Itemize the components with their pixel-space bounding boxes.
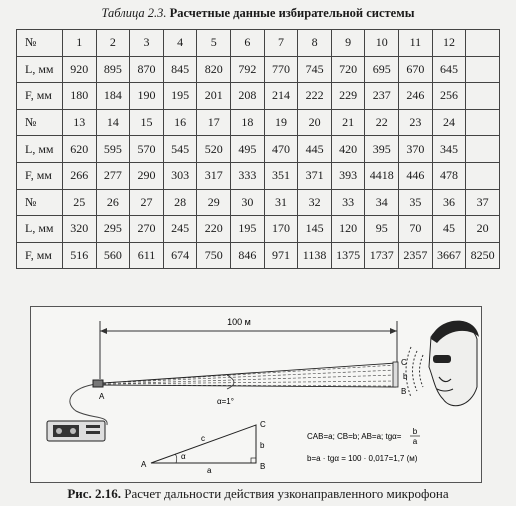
table-cell: 270 [130,216,164,243]
table-cell: 8 [298,30,332,57]
table-row [17,109,500,136]
point-c-label: C [401,358,407,367]
triangle-alpha: α [181,452,186,461]
microphone-icon [93,380,103,387]
table-cell: 290 [130,162,164,189]
recorder-icon [47,421,105,441]
table-cell: 595 [96,136,130,163]
table-cell: 195 [163,83,197,110]
table-cell: 70 [399,216,433,243]
table-cell: 720 [331,56,365,83]
table-cell: 2357 [399,242,433,269]
table-cell: 256 [432,83,466,110]
table-cell: 5 [197,30,231,57]
table-cell [466,30,500,57]
table-cell: 870 [130,56,164,83]
table-cell: 170 [264,216,298,243]
distance-label: 100 м [227,317,251,327]
triangle-a-vertex: A [141,460,147,469]
table-cell [466,83,500,110]
table-row [17,242,500,269]
table-cell: 420 [331,136,365,163]
table-cell: 45 [432,216,466,243]
table-cell: 295 [96,216,130,243]
table-cell: 920 [63,56,97,83]
table-cell: 317 [197,162,231,189]
row-header-cell: F, мм [17,242,63,269]
row-header-cell: L, мм [17,56,63,83]
table-cell: 478 [432,162,466,189]
row-header-cell: L, мм [17,216,63,243]
table-row [17,189,500,216]
table-cell: 2 [96,30,130,57]
beam-upper-edge [103,363,396,383]
table-cell: 303 [163,162,197,189]
row-header-cell: № [17,189,63,216]
table-cell: 611 [130,242,164,269]
distance-arrow-left [100,328,107,334]
table-cell: 195 [231,216,265,243]
row-header-cell: № [17,30,63,57]
table-cell: 371 [298,162,332,189]
table-cell: 35 [399,189,433,216]
table-cell: 17 [197,109,231,136]
table-cell: 20 [298,109,332,136]
table-cell: 545 [163,136,197,163]
microphone-range-diagram [31,307,481,482]
triangle-c-vertex: C [260,420,266,429]
table-cell: 214 [264,83,298,110]
table-cell: 12 [432,30,466,57]
distance-arrow-right [390,328,397,334]
table-cell: 32 [298,189,332,216]
table-cell [466,136,500,163]
formula-line-1: CAB=a; CB=b; AB=a; tgα= [307,432,402,441]
table-cell: 229 [331,83,365,110]
table-cell: 10 [365,30,399,57]
formula-line-2: b=a · tgα = 100 · 0,017=1,7 (м) [307,454,418,463]
table-number: Таблица 2.3. [101,6,167,20]
table-cell: 845 [163,56,197,83]
person-head-icon [429,321,479,406]
triangle-b-vertex: B [260,462,266,471]
table-cell: 208 [231,83,265,110]
table-cell: 27 [130,189,164,216]
table-cell: 320 [63,216,97,243]
table-cell: 31 [264,189,298,216]
table-cell: 333 [231,162,265,189]
table-cell [466,162,500,189]
table-cell: 3 [130,30,164,57]
table-cell: 895 [96,56,130,83]
table-cell: 34 [365,189,399,216]
table-cell: 222 [298,83,332,110]
table-cell: 370 [399,136,433,163]
table-cell: 1375 [331,242,365,269]
table-cell: 36 [432,189,466,216]
table-cell: 470 [264,136,298,163]
figure-number: Рис. 2.16. [67,486,122,501]
table-cell: 620 [63,136,97,163]
table-cell: 971 [264,242,298,269]
table-cell: 18 [231,109,265,136]
table-row [17,30,500,57]
row-header-cell: L, мм [17,136,63,163]
table-caption: Расчетные данные избирательной системы [169,6,415,20]
point-b-label: B [401,387,407,396]
table-cell: 520 [197,136,231,163]
table-cell [466,109,500,136]
table-cell: 15 [130,109,164,136]
table-cell: 670 [399,56,433,83]
table-cell: 345 [432,136,466,163]
table-cell: 95 [365,216,399,243]
table-cell: 4418 [365,162,399,189]
table-cell: 570 [130,136,164,163]
table-cell: 7 [264,30,298,57]
figure-caption-text: Расчет дальности действия узконаправленного микрофона [124,486,449,501]
table-row [17,136,500,163]
table-cell: 201 [197,83,231,110]
table-cell: 3667 [432,242,466,269]
row-header-cell: F, мм [17,83,63,110]
table-row [17,83,500,110]
triangle-side-a: a [207,466,212,475]
table-cell: 750 [197,242,231,269]
table-cell: 1 [63,30,97,57]
table-cell: 22 [365,109,399,136]
target-plane [393,362,398,387]
table-cell: 245 [163,216,197,243]
table-cell: 645 [432,56,466,83]
table-cell: 28 [163,189,197,216]
data-table [16,29,500,269]
table-cell: 445 [298,136,332,163]
table-cell: 6 [231,30,265,57]
table-cell: 846 [231,242,265,269]
table-cell: 19 [264,109,298,136]
table-row [17,56,500,83]
angle-label: α=1° [217,397,234,406]
figure-diagram [30,306,482,483]
table-cell: 277 [96,162,130,189]
table-cell: 446 [399,162,433,189]
table-row [17,162,500,189]
table-cell: 20 [466,216,500,243]
formula-fraction-denominator: a [412,437,418,446]
table-title [0,6,516,21]
table-cell: 190 [130,83,164,110]
table-cell: 266 [63,162,97,189]
table-cell: 246 [399,83,433,110]
microphone-cable [70,384,107,425]
triangle-diagram [151,425,256,463]
table-cell: 30 [231,189,265,216]
table-cell: 11 [399,30,433,57]
table-cell: 33 [331,189,365,216]
table-cell: 21 [331,109,365,136]
table-cell: 120 [331,216,365,243]
table-cell: 1138 [298,242,332,269]
table-cell: 351 [264,162,298,189]
table-cell: 220 [197,216,231,243]
table-cell: 145 [298,216,332,243]
table-cell: 395 [365,136,399,163]
table-cell: 25 [63,189,97,216]
table-cell: 4 [163,30,197,57]
figure-caption [0,486,516,502]
triangle-side-c: c [201,434,205,443]
table-cell: 237 [365,83,399,110]
table-cell: 495 [231,136,265,163]
beam-lines [103,365,396,386]
row-header-cell: № [17,109,63,136]
table-cell: 8250 [466,242,500,269]
point-a-label: A [99,392,105,401]
point-b-small-label: b [403,372,408,381]
table-cell: 560 [96,242,130,269]
table-cell: 37 [466,189,500,216]
table-cell: 820 [197,56,231,83]
table-cell: 9 [331,30,365,57]
table-cell: 16 [163,109,197,136]
row-header-cell: F, мм [17,162,63,189]
table-row [17,216,500,243]
table-cell: 184 [96,83,130,110]
table-cell: 695 [365,56,399,83]
formula-fraction-numerator: b [412,427,418,436]
table-cell: 23 [399,109,433,136]
table-cell: 792 [231,56,265,83]
table-cell: 180 [63,83,97,110]
table-cell: 29 [197,189,231,216]
sound-waves [406,347,423,397]
table-cell: 674 [163,242,197,269]
table-cell: 13 [63,109,97,136]
table-cell: 1737 [365,242,399,269]
table-cell [466,56,500,83]
triangle-side-b: b [260,441,265,450]
table-cell: 14 [96,109,130,136]
table-cell: 393 [331,162,365,189]
table-cell: 770 [264,56,298,83]
table-cell: 26 [96,189,130,216]
table-cell: 24 [432,109,466,136]
table-cell: 745 [298,56,332,83]
table-cell: 516 [63,242,97,269]
